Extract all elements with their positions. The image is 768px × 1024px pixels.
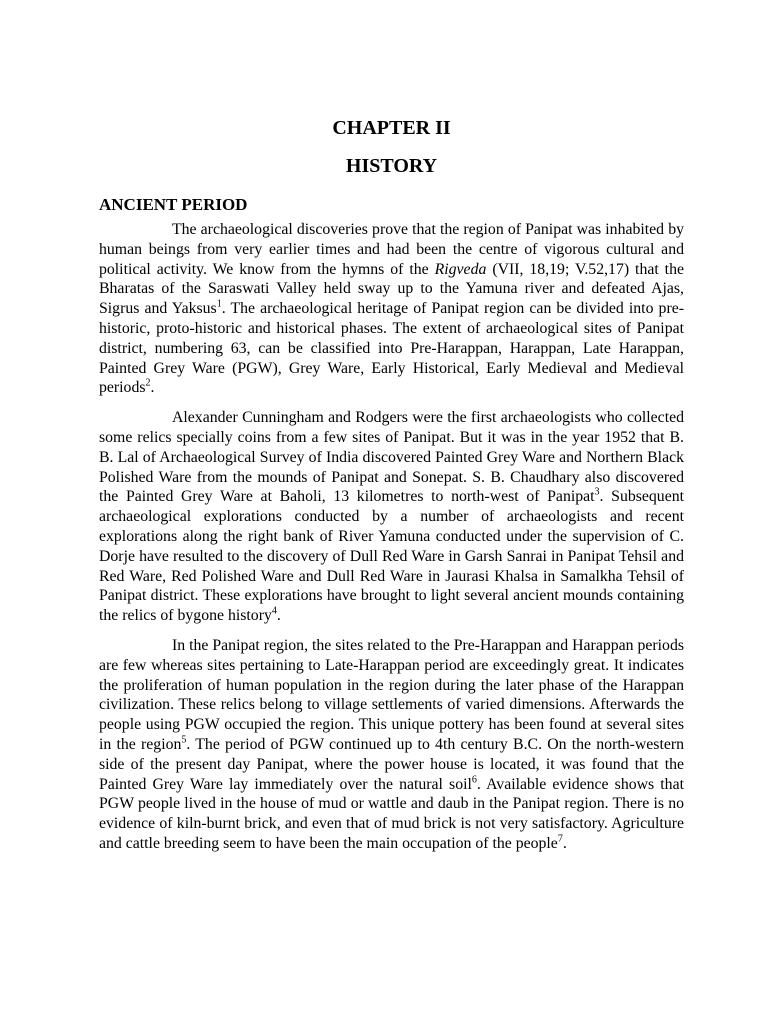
footnote-ref: 7 xyxy=(557,833,563,845)
footnote-ref: 5 xyxy=(181,734,187,746)
section-title: ANCIENT PERIOD xyxy=(99,195,248,214)
text-run: . xyxy=(150,379,155,397)
text-run: . Subsequent archaeological explorations conducted by a number of archaeologists and recent explorations along the right bank of River Yamuna conducted under the supervision of C. Dorje have resulted to the discovery of Dull Red Ware in Garsh Sanrai in Panipat Tehsil and Red Ware, Red Polished Ware and Dull Red Ware in Jaurasi Khalsa in Samalkha Tehsil of Panipat district. These explorations have brought to light several ancient mounds containing the relics of bygone history xyxy=(99,488,684,625)
footnote-ref: 2 xyxy=(145,378,151,390)
chapter-heading: CHAPTER II xyxy=(332,117,451,139)
text-run: The archaeological discoveries prove that the region of Panipat was inhabited by human beings from very earlier times and had been the centre of vigorous cultural and political activity. We know from the hymns of the xyxy=(99,221,684,278)
text-run: Alexander Cunningham and Rodgers were the first archaeologists who collected some relics specially coins from a few sites of Panipat. But it was in the year 1952 that B. B. Lal of Archaeological Survey of India discovered Painted Grey Ware and Northern Black Polished Ware from the mounds of Panipat and Sonepat. S. B. Chaudhary also discovered the Painted Grey Ware at Baholi, 13 kilometres to north-west of Panipat xyxy=(99,409,684,506)
chapter-title: HISTORY xyxy=(345,155,438,177)
footnote-ref: 1 xyxy=(216,298,222,310)
document-page xyxy=(99,108,684,864)
italic-term: Rigveda xyxy=(434,260,487,278)
text-run: . The archaeological heritage of Panipat region can be divided into pre-historic, proto-historic and historical phases. The extent of archaeological sites of Panipat district, numbering 63, can be classified into Pre-Harappan, Harappan, Late Harappan, Painted Grey Ware (PGW), Grey Ware, Early Historical, Early Medieval and Medieval periods xyxy=(99,300,684,397)
text-run: . Available evidence shows that PGW people lived in the house of mud or wattle and daub in the Panipat region. There is no evidence of kiln-burnt brick, and even that of mud brick is not very satisfactory. Agriculture and cattle breeding seem to have been the main occupation of the people xyxy=(99,775,684,852)
paragraph-1 xyxy=(99,220,684,398)
text-run: In the Panipat region, the sites related to the Pre-Harappan and Harappan periods are few whereas sites pertaining to Late-Harappan period are exceedingly great. It indicates the proliferation of human population in the region during the later phase of the Harappan civilization. These relics belong to village settlements of varied dimensions. Afterwards the people using PGW occupied the region. This unique pottery has been found at several sites in the region xyxy=(99,636,684,753)
text-run: . xyxy=(276,607,281,625)
footnote-ref: 6 xyxy=(471,774,477,786)
paragraph-2 xyxy=(99,408,684,626)
text-run: . xyxy=(562,834,567,852)
text-run: (VII, 18,19; V.52,17) that the Bharatas of the Saraswati Valley held sway up to the Yamuna river and defeated Ajas, Sigrus and Yaksus xyxy=(99,260,684,318)
footnote-ref: 3 xyxy=(594,487,600,499)
paragraph-3 xyxy=(99,636,684,854)
footnote-ref: 4 xyxy=(271,605,277,617)
text-run: . The period of PGW continued up to 4th century B.C. On the north-western side of the present day Panipat, where the power house is located, it was found that the Painted Grey Ware lay immediately over the natural soil xyxy=(99,735,685,793)
